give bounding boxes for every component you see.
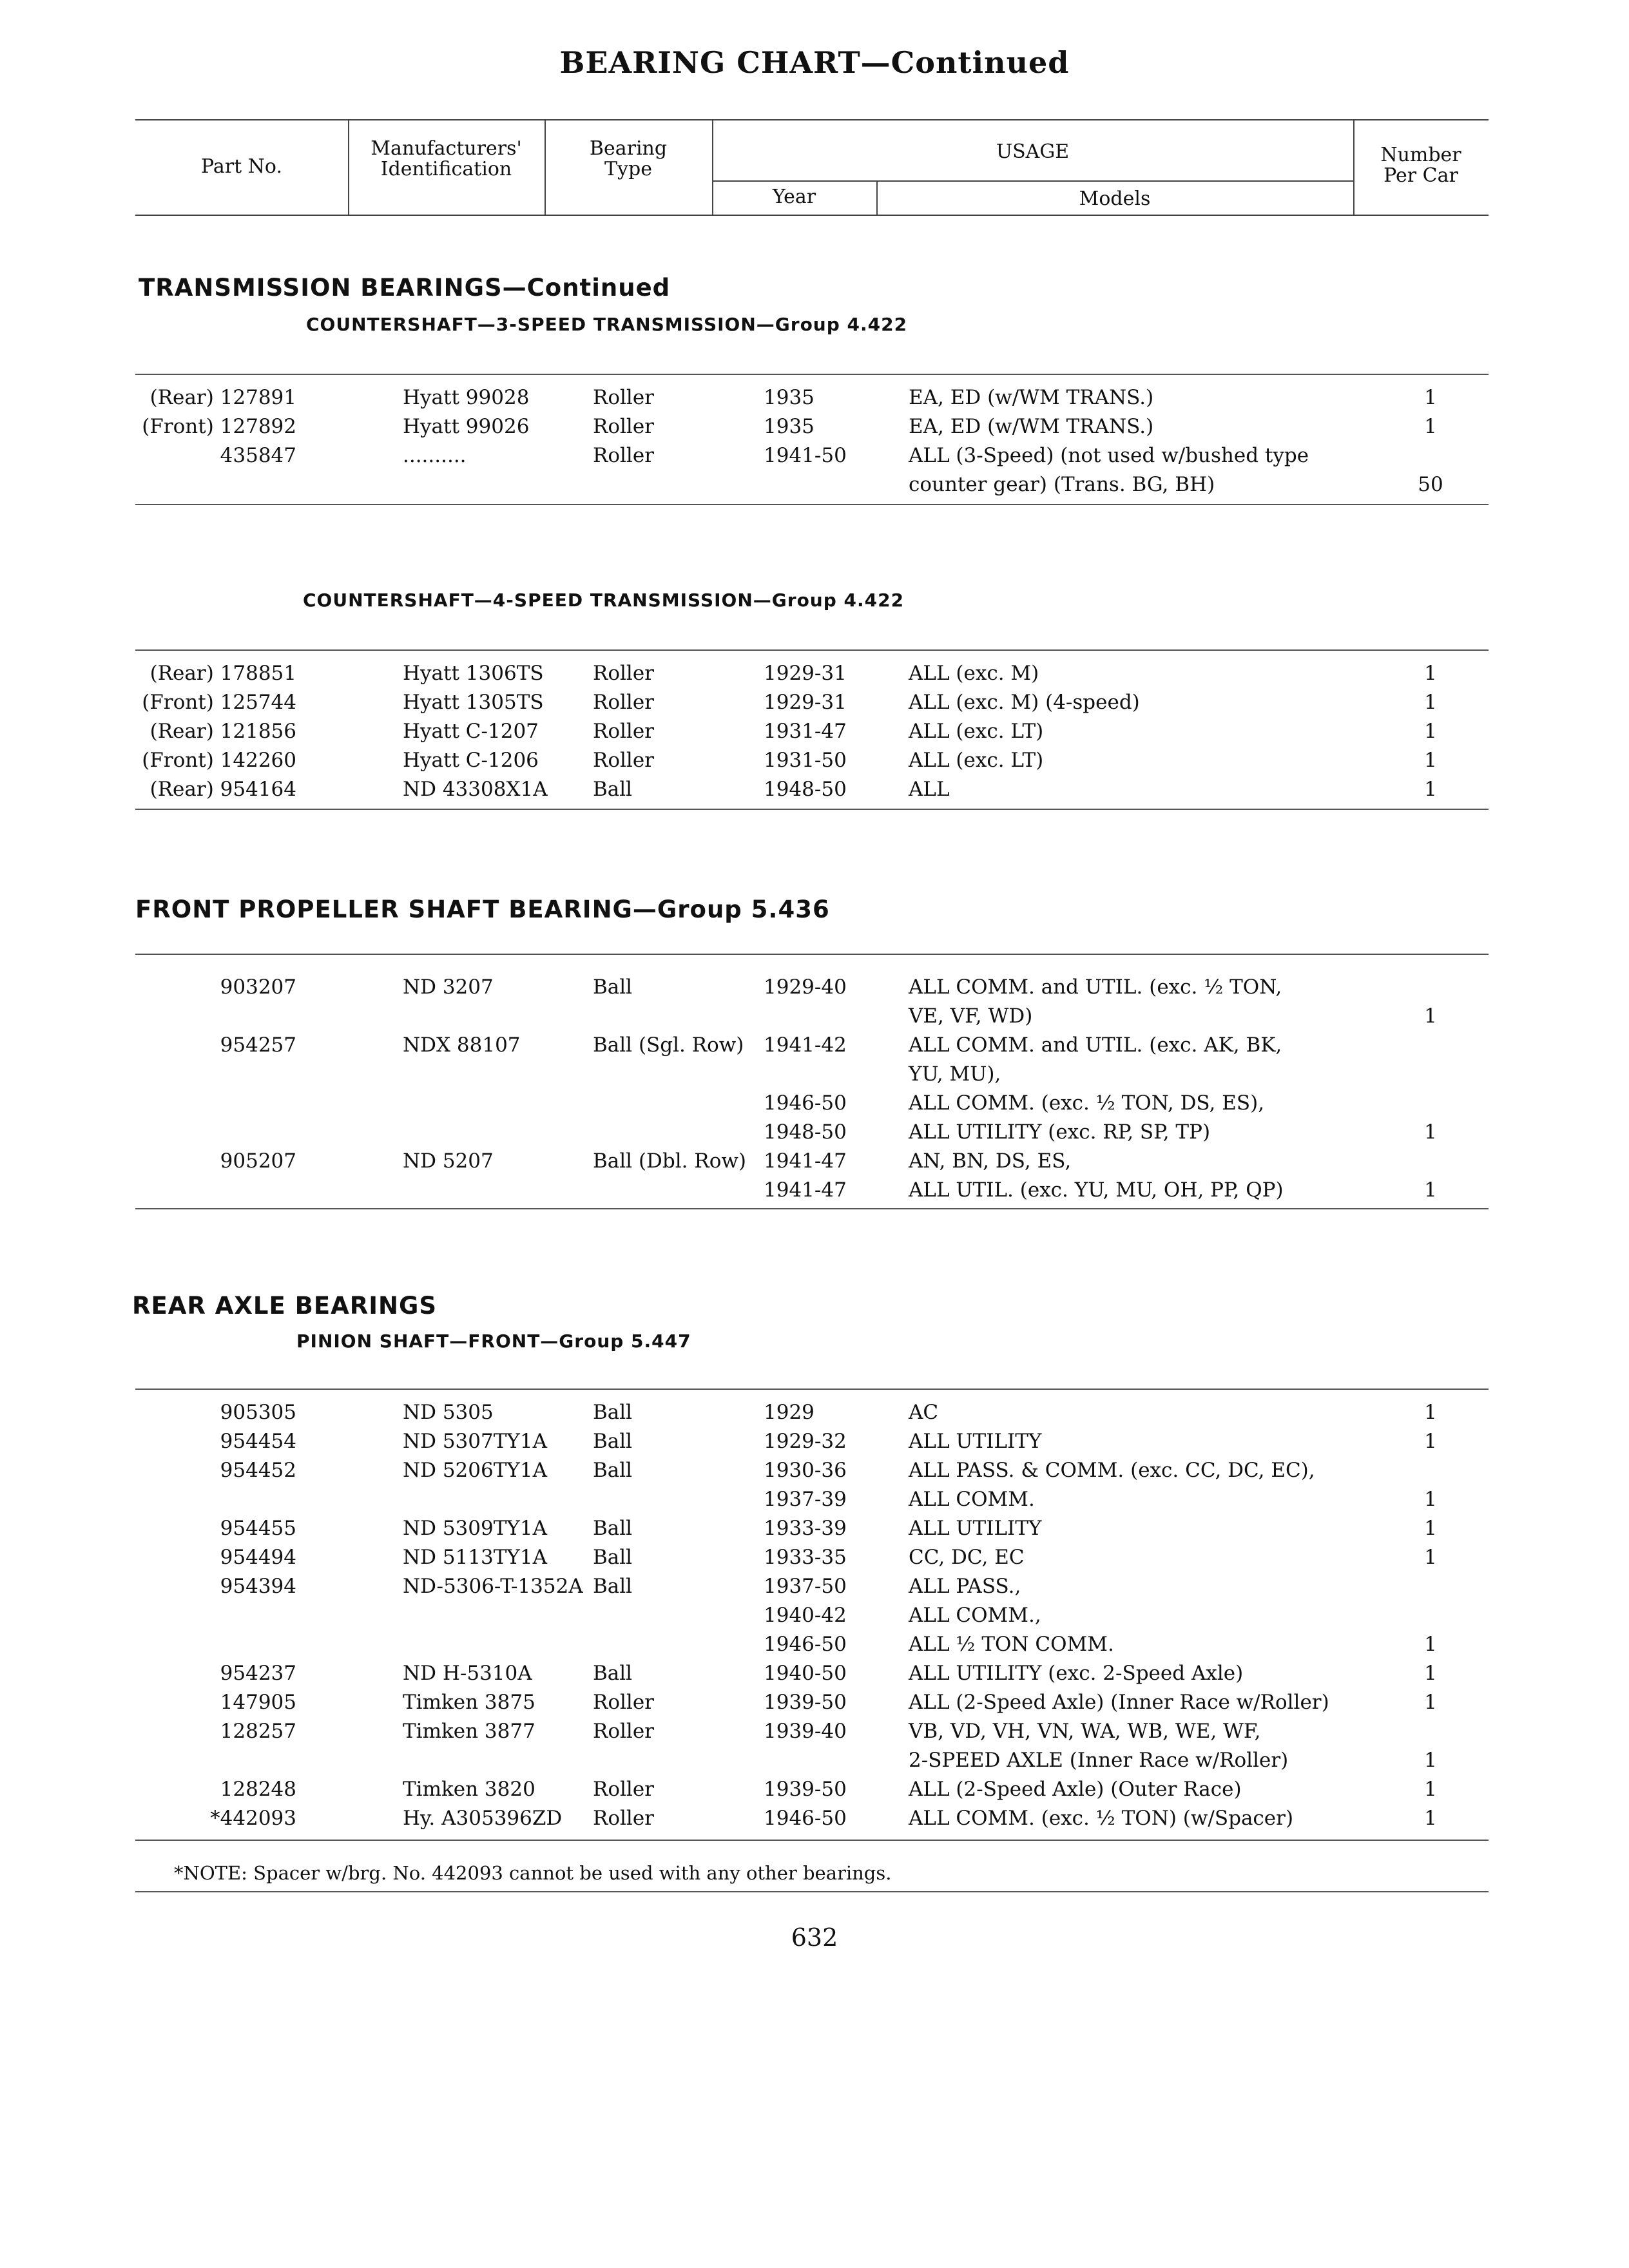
part-no-cell: 905305 bbox=[220, 1401, 296, 1424]
header-part-no: Part No. bbox=[201, 155, 282, 178]
table-row bbox=[135, 1543, 1489, 1572]
section-subtitle: PINION SHAFT—FRONT—Group 5.447 bbox=[296, 1331, 691, 1352]
number-per-car-cell: 1 bbox=[1424, 1488, 1437, 1511]
section-rows bbox=[135, 659, 1489, 804]
part-no-cell: (Rear) 954164 bbox=[149, 778, 296, 801]
models-cell: VB, VD, VH, VN, WA, WB, WE, WF, bbox=[909, 1720, 1261, 1743]
footnote: *NOTE: Spacer w/brg. No. 442093 cannot be used with any other bearings. bbox=[174, 1862, 892, 1884]
table-top-rule bbox=[135, 649, 1489, 651]
year-cell: 1929-40 bbox=[764, 975, 847, 999]
year-cell: 1939-40 bbox=[764, 1720, 847, 1743]
models-cell: ALL (exc. M) (4-speed) bbox=[909, 691, 1140, 714]
table-bottom-rule bbox=[135, 504, 1489, 505]
part-no-cell: 954394 bbox=[220, 1575, 296, 1598]
table-row bbox=[135, 1002, 1489, 1031]
section-rows bbox=[135, 383, 1489, 499]
table-row bbox=[135, 1176, 1489, 1205]
table-top-rule bbox=[135, 954, 1489, 955]
part-no-cell: 954237 bbox=[220, 1662, 296, 1685]
number-per-car-cell: 1 bbox=[1424, 1120, 1437, 1144]
manufacturer-id-cell: Hyatt C-1207 bbox=[403, 720, 539, 743]
bearing-type-cell: Ball bbox=[593, 1517, 633, 1540]
manufacturer-id-cell: Hyatt 99028 bbox=[403, 386, 530, 409]
note-rule bbox=[135, 1891, 1489, 1892]
table-row bbox=[135, 1514, 1489, 1543]
models-cell: ALL UTILITY (exc. 2-Speed Axle) bbox=[909, 1662, 1244, 1685]
models-cell: ALL (exc. LT) bbox=[909, 749, 1044, 772]
manufacturer-id-cell: Hyatt 99026 bbox=[403, 415, 530, 438]
section-subtitle: COUNTERSHAFT—4-SPEED TRANSMISSION—Group 4.422 bbox=[303, 590, 905, 611]
manufacturer-id-cell: Hyatt 1306TS bbox=[403, 662, 544, 685]
models-cell: ALL COMM. and UTIL. (exc. AK, BK, bbox=[909, 1033, 1282, 1057]
bearing-type-cell: Ball bbox=[593, 1430, 633, 1453]
number-per-car-cell: 1 bbox=[1424, 1691, 1437, 1714]
number-per-car-cell: 1 bbox=[1424, 386, 1437, 409]
part-no-cell: 128248 bbox=[220, 1778, 296, 1801]
number-per-car-cell: 50 bbox=[1418, 473, 1443, 496]
section-title: TRANSMISSION BEARINGS—Continued bbox=[139, 274, 671, 302]
number-per-car-cell: 1 bbox=[1424, 1633, 1437, 1656]
year-cell: 1935 bbox=[764, 386, 815, 409]
models-cell: ALL bbox=[909, 778, 950, 801]
table-row bbox=[135, 1485, 1489, 1514]
manufacturer-id-cell: Timken 3875 bbox=[403, 1691, 535, 1714]
table-row bbox=[135, 1717, 1489, 1746]
header-mfr-line1: Manufacturers' bbox=[371, 137, 522, 160]
part-no-cell: (Front) 125744 bbox=[142, 691, 296, 714]
models-cell: ALL PASS., bbox=[909, 1575, 1021, 1598]
models-cell: ALL COMM. (exc. ½ TON, DS, ES), bbox=[909, 1091, 1265, 1115]
bearing-type-cell: Roller bbox=[593, 1720, 654, 1743]
manufacturer-id-cell: .......... bbox=[403, 444, 467, 467]
bearing-type-cell: Roller bbox=[593, 1778, 654, 1801]
year-cell: 1937-50 bbox=[764, 1575, 847, 1598]
year-cell: 1935 bbox=[764, 415, 815, 438]
table-row bbox=[135, 441, 1489, 470]
table-row bbox=[135, 1688, 1489, 1717]
manufacturer-id-cell: ND 5113TY1A bbox=[403, 1546, 547, 1569]
manufacturer-id-cell: Hyatt C-1206 bbox=[403, 749, 539, 772]
manufacturer-id-cell: ND 5207 bbox=[403, 1149, 494, 1173]
part-no-cell: 954452 bbox=[220, 1459, 296, 1482]
bearing-type-cell: Roller bbox=[593, 1807, 654, 1830]
bearing-type-cell: Ball bbox=[593, 778, 633, 801]
bearing-type-cell: Roller bbox=[593, 720, 654, 743]
part-no-cell: 954454 bbox=[220, 1430, 296, 1453]
year-cell: 1929-31 bbox=[764, 691, 847, 714]
manufacturer-id-cell: ND 5305 bbox=[403, 1401, 494, 1424]
section-rows bbox=[135, 1398, 1489, 1833]
table-top-rule bbox=[135, 374, 1489, 375]
section-subtitle: COUNTERSHAFT—3-SPEED TRANSMISSION—Group 4.422 bbox=[306, 314, 908, 335]
models-cell: ALL (exc. M) bbox=[909, 662, 1039, 685]
bearing-type-cell: Roller bbox=[593, 415, 654, 438]
bearing-type-cell: Ball (Dbl. Row) bbox=[593, 1149, 746, 1173]
models-cell: ALL ½ TON COMM. bbox=[909, 1633, 1114, 1656]
part-no-cell: 903207 bbox=[220, 975, 296, 999]
bearing-type-cell: Roller bbox=[593, 386, 654, 409]
year-cell: 1948-50 bbox=[764, 778, 847, 801]
number-per-car-cell: 1 bbox=[1424, 662, 1437, 685]
number-per-car-cell: 1 bbox=[1424, 1807, 1437, 1830]
header-type-line2: Type bbox=[604, 158, 652, 180]
header-mfr bbox=[348, 139, 545, 180]
year-cell: 1937-39 bbox=[764, 1488, 847, 1511]
bearing-type-cell: Roller bbox=[593, 662, 654, 685]
number-per-car-cell: 1 bbox=[1424, 1178, 1437, 1202]
models-cell: ALL (2-Speed Axle) (Inner Race w/Roller) bbox=[909, 1691, 1329, 1714]
bearing-type-cell: Ball bbox=[593, 1401, 633, 1424]
page-title: BEARING CHART—Continued bbox=[559, 45, 1070, 80]
models-cell: ALL UTIL. (exc. YU, MU, OH, PP, QP) bbox=[909, 1178, 1284, 1202]
table-row bbox=[135, 688, 1489, 717]
number-per-car-cell: 1 bbox=[1424, 1517, 1437, 1540]
table-bottom-rule bbox=[135, 809, 1489, 810]
header-num-line2: Per Car bbox=[1383, 164, 1458, 187]
models-cell: ALL COMM. and UTIL. (exc. ½ TON, bbox=[909, 975, 1282, 999]
table-row bbox=[135, 1630, 1489, 1659]
bearing-type-cell: Roller bbox=[593, 749, 654, 772]
table-row bbox=[135, 1601, 1489, 1630]
manufacturer-id-cell: ND 43308X1A bbox=[403, 778, 548, 801]
models-cell: VE, VF, WD) bbox=[909, 1004, 1033, 1028]
part-no-cell: 147905 bbox=[220, 1691, 296, 1714]
table-row bbox=[135, 1456, 1489, 1485]
year-cell: 1930-36 bbox=[764, 1459, 847, 1482]
part-no-cell: 954494 bbox=[220, 1546, 296, 1569]
models-cell: 2-SPEED AXLE (Inner Race w/Roller) bbox=[909, 1749, 1289, 1772]
year-cell: 1941-47 bbox=[764, 1178, 847, 1202]
models-cell: ALL UTILITY (exc. RP, SP, TP) bbox=[909, 1120, 1211, 1144]
table-row bbox=[135, 1031, 1489, 1060]
year-cell: 1931-47 bbox=[764, 720, 847, 743]
number-per-car-cell: 1 bbox=[1424, 749, 1437, 772]
header-top-rule bbox=[135, 119, 1489, 120]
table-row bbox=[135, 746, 1489, 775]
year-cell: 1946-50 bbox=[764, 1633, 847, 1656]
number-per-car-cell: 1 bbox=[1424, 415, 1437, 438]
models-cell: AN, BN, DS, ES, bbox=[909, 1149, 1072, 1173]
year-cell: 1929-32 bbox=[764, 1430, 847, 1453]
header-models: Models bbox=[1079, 187, 1151, 210]
section-title: FRONT PROPELLER SHAFT BEARING—Group 5.436 bbox=[135, 896, 830, 923]
part-no-cell: (Front) 142260 bbox=[142, 749, 296, 772]
table-row bbox=[135, 659, 1489, 688]
bearing-type-cell: Roller bbox=[593, 691, 654, 714]
bearing-type-cell: Roller bbox=[593, 444, 654, 467]
year-cell: 1946-50 bbox=[764, 1091, 847, 1115]
year-cell: 1931-50 bbox=[764, 749, 847, 772]
number-per-car-cell: 1 bbox=[1424, 1401, 1437, 1424]
year-cell: 1933-35 bbox=[764, 1546, 847, 1569]
number-per-car-cell: 1 bbox=[1424, 1430, 1437, 1453]
part-no-cell: (Rear) 178851 bbox=[149, 662, 296, 685]
manufacturer-id-cell: ND 5206TY1A bbox=[403, 1459, 547, 1482]
number-per-car-cell: 1 bbox=[1424, 1546, 1437, 1569]
usage-rule bbox=[712, 180, 1353, 182]
part-no-cell: (Rear) 121856 bbox=[149, 720, 296, 743]
manufacturer-id-cell: ND 5307TY1A bbox=[403, 1430, 547, 1453]
header-year: Year bbox=[772, 186, 816, 208]
table-row bbox=[135, 412, 1489, 441]
manufacturer-id-cell: Timken 3877 bbox=[403, 1720, 535, 1743]
table-row bbox=[135, 1427, 1489, 1456]
year-cell: 1929-31 bbox=[764, 662, 847, 685]
section-rows bbox=[135, 973, 1489, 1205]
table-bottom-rule bbox=[135, 1208, 1489, 1209]
table-row bbox=[135, 1398, 1489, 1427]
table-row bbox=[135, 470, 1489, 499]
number-per-car-cell: 1 bbox=[1424, 1004, 1437, 1028]
table-bottom-rule bbox=[135, 1840, 1489, 1841]
table-top-rule bbox=[135, 1389, 1489, 1390]
part-no-cell: 905207 bbox=[220, 1149, 296, 1173]
year-cell: 1941-47 bbox=[764, 1149, 847, 1173]
manufacturer-id-cell: Hy. A305396ZD bbox=[403, 1807, 563, 1830]
models-cell: ALL (2-Speed Axle) (Outer Race) bbox=[909, 1778, 1242, 1801]
number-per-car-cell: 1 bbox=[1424, 778, 1437, 801]
models-cell: AC bbox=[909, 1401, 939, 1424]
number-per-car-cell: 1 bbox=[1424, 1749, 1437, 1772]
models-cell: ALL COMM. bbox=[909, 1488, 1035, 1511]
part-no-cell: (Rear) 127891 bbox=[149, 386, 296, 409]
table-row bbox=[135, 1572, 1489, 1601]
header-number bbox=[1353, 145, 1489, 186]
manufacturer-id-cell: ND H-5310A bbox=[403, 1662, 532, 1685]
models-cell: ALL (3-Speed) (not used w/bushed type bbox=[909, 444, 1309, 467]
part-no-cell: *442093 bbox=[210, 1807, 296, 1830]
models-cell: CC, DC, EC bbox=[909, 1546, 1025, 1569]
number-per-car-cell: 1 bbox=[1424, 1662, 1437, 1685]
table-row bbox=[135, 1060, 1489, 1089]
models-cell: YU, MU), bbox=[909, 1062, 1001, 1086]
number-per-car-cell: 1 bbox=[1424, 691, 1437, 714]
bearing-type-cell: Ball bbox=[593, 1546, 633, 1569]
table-row bbox=[135, 1804, 1489, 1833]
table-row bbox=[135, 1089, 1489, 1118]
year-cell: 1946-50 bbox=[764, 1807, 847, 1830]
section-title: REAR AXLE BEARINGS bbox=[132, 1292, 438, 1320]
column-header bbox=[135, 119, 1489, 216]
bearing-type-cell: Roller bbox=[593, 1691, 654, 1714]
header-type bbox=[545, 139, 712, 180]
table-row bbox=[135, 1147, 1489, 1176]
number-per-car-cell: 1 bbox=[1424, 720, 1437, 743]
header-type-line1: Bearing bbox=[589, 137, 668, 160]
bearing-type-cell: Ball (Sgl. Row) bbox=[593, 1033, 744, 1057]
models-cell: ALL COMM. (exc. ½ TON) (w/Spacer) bbox=[909, 1807, 1294, 1830]
models-cell: ALL (exc. LT) bbox=[909, 720, 1044, 743]
bearing-type-cell: Ball bbox=[593, 1575, 633, 1598]
manufacturer-id-cell: Hyatt 1305TS bbox=[403, 691, 544, 714]
header-bottom-rule bbox=[135, 215, 1489, 216]
part-no-cell: 954257 bbox=[220, 1033, 296, 1057]
year-cell: 1940-42 bbox=[764, 1604, 847, 1627]
table-row bbox=[135, 1775, 1489, 1804]
page-number: 632 bbox=[791, 1923, 838, 1952]
part-no-cell: (Front) 127892 bbox=[142, 415, 296, 438]
manufacturer-id-cell: ND 5309TY1A bbox=[403, 1517, 547, 1540]
part-no-cell: 435847 bbox=[220, 444, 296, 467]
year-cell: 1939-50 bbox=[764, 1691, 847, 1714]
year-cell: 1933-39 bbox=[764, 1517, 847, 1540]
year-cell: 1948-50 bbox=[764, 1120, 847, 1144]
models-cell: ALL UTILITY bbox=[909, 1430, 1042, 1453]
models-cell: EA, ED (w/WM TRANS.) bbox=[909, 386, 1154, 409]
table-row bbox=[135, 1746, 1489, 1775]
part-no-cell: 128257 bbox=[220, 1720, 296, 1743]
header-num-line1: Number bbox=[1380, 144, 1461, 166]
table-row bbox=[135, 717, 1489, 746]
header-usage: USAGE bbox=[996, 140, 1070, 163]
bearing-type-cell: Ball bbox=[593, 1459, 633, 1482]
year-cell: 1941-42 bbox=[764, 1033, 847, 1057]
table-row bbox=[135, 1659, 1489, 1688]
models-cell: EA, ED (w/WM TRANS.) bbox=[909, 415, 1154, 438]
manufacturer-id-cell: Timken 3820 bbox=[403, 1778, 535, 1801]
year-cell: 1939-50 bbox=[764, 1778, 847, 1801]
year-cell: 1929 bbox=[764, 1401, 815, 1424]
year-cell: 1941-50 bbox=[764, 444, 847, 467]
models-cell: ALL COMM., bbox=[909, 1604, 1041, 1627]
number-per-car-cell: 1 bbox=[1424, 1778, 1437, 1801]
manufacturer-id-cell: NDX 88107 bbox=[403, 1033, 521, 1057]
models-cell: counter gear) (Trans. BG, BH) bbox=[909, 473, 1215, 496]
manufacturer-id-cell: ND 3207 bbox=[403, 975, 494, 999]
bearing-type-cell: Ball bbox=[593, 975, 633, 999]
table-row bbox=[135, 383, 1489, 412]
part-no-cell: 954455 bbox=[220, 1517, 296, 1540]
models-cell: ALL UTILITY bbox=[909, 1517, 1042, 1540]
table-row bbox=[135, 973, 1489, 1002]
year-cell: 1940-50 bbox=[764, 1662, 847, 1685]
models-cell: ALL PASS. & COMM. (exc. CC, DC, EC), bbox=[909, 1459, 1315, 1482]
table-row bbox=[135, 1118, 1489, 1147]
header-mfr-line2: Identification bbox=[380, 158, 512, 180]
bearing-type-cell: Ball bbox=[593, 1662, 633, 1685]
table-row bbox=[135, 775, 1489, 804]
manufacturer-id-cell: ND-5306-T-1352A bbox=[403, 1575, 583, 1598]
